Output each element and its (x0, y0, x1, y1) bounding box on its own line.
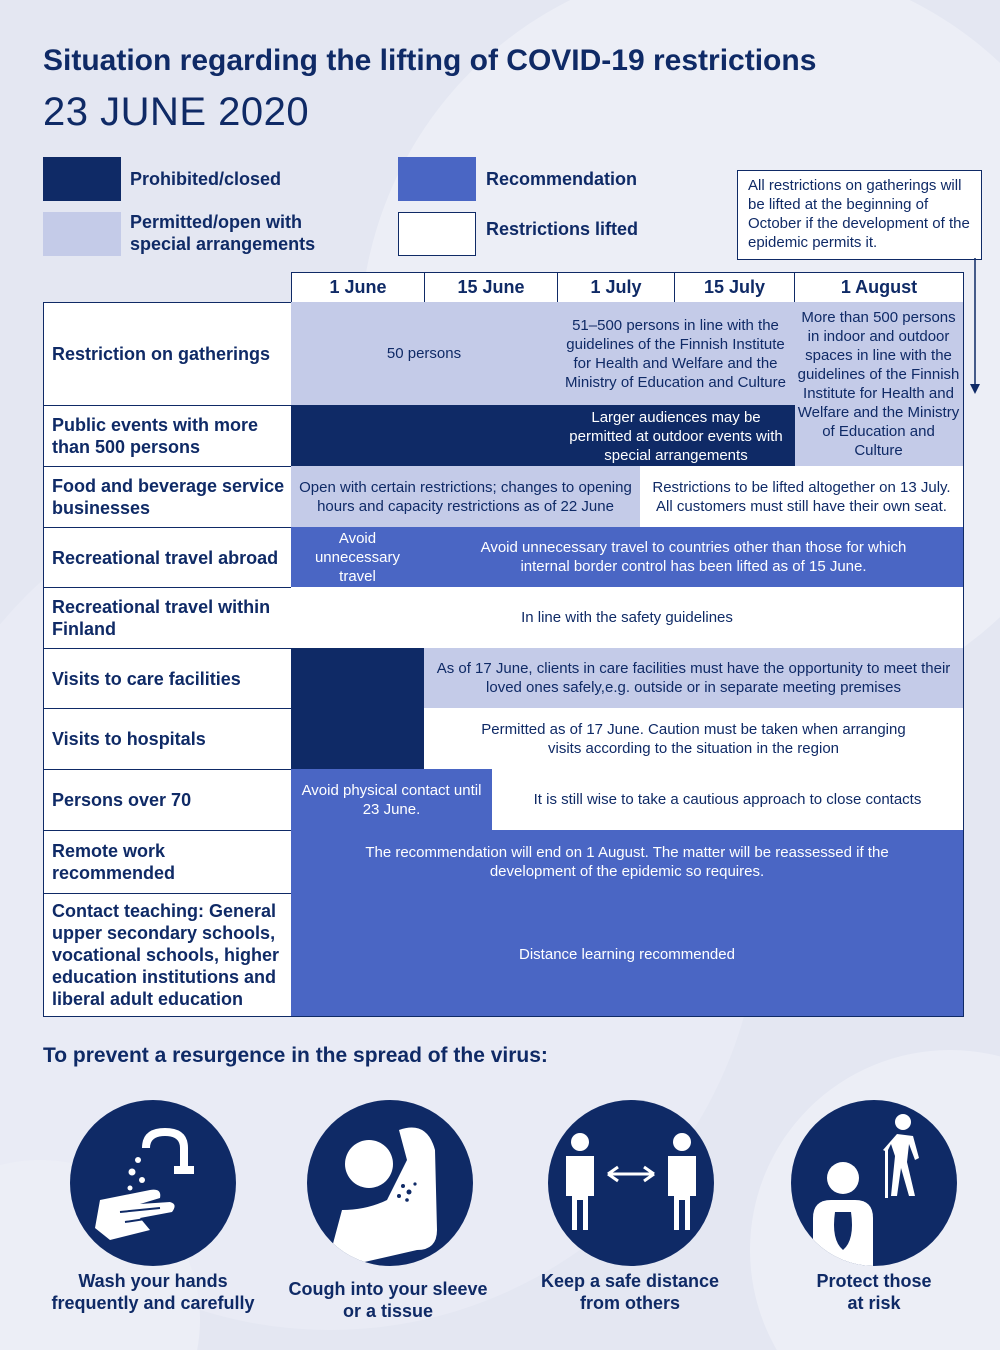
column-header-1-june: 1 June (291, 272, 425, 303)
legend-label-lifted: Restrictions lifted (486, 219, 639, 239)
row-label-travel-finland: Recreational travel within Finland (43, 587, 292, 649)
care-hospitals-cell-prohibited (291, 648, 425, 770)
row-label-travel-abroad: Recreational travel abroad (43, 527, 292, 588)
safe-distance-icon (548, 1100, 714, 1266)
page-date: 23 JUNE 2020 (43, 90, 310, 134)
prevention-label-cough-line1: Cough into your sleeve (288, 1279, 488, 1299)
note-connector-line (965, 258, 985, 398)
prevention-label-cough (268, 1278, 508, 1322)
cough-into-sleeve-icon (307, 1100, 473, 1266)
row-label-gatherings: Restriction on gatherings (43, 302, 292, 406)
public-events-cell-prohibited (291, 405, 558, 467)
prevention-title: To prevent a resurgence in the spread of the virus: (43, 1044, 548, 1067)
over70-cell-cautious: It is still wise to take a cautious approach to close contacts (492, 769, 964, 831)
row-label-over70: Persons over 70 (43, 769, 292, 831)
column-header-15-june: 15 June (424, 272, 558, 303)
column-header-1-july: 1 July (557, 272, 675, 303)
prevention-label-distance-line1: Keep a safe distance (540, 1271, 720, 1291)
hand-washing-icon (70, 1100, 236, 1266)
gatherings-note: All restrictions on gatherings will be lifted at the beginning of October if the development of the epidemic permits it. (737, 170, 982, 260)
legend-swatch-recommendation (398, 157, 476, 201)
gatherings-cell-51-500: 51–500 persons in line with the guidelines of the Finnish Institute for Health and Welfare and the Ministry of Education and Culture (557, 302, 795, 406)
prevention-label-wash-line2: frequently and carefully (51, 1293, 255, 1313)
care-cell-meetings: As of 17 June, clients in care facilities must have the opportunity to meet their loved ones safely,e.g. outside or in separate meeting premises (424, 648, 964, 709)
teaching-cell: Distance learning recommended (291, 893, 964, 1017)
travel-abroad-cell-countries: Avoid unnecessary travel to countries other than those for which internal border control has been lifted as of 15 June. (424, 527, 964, 588)
column-header-1-august: 1 August (794, 272, 964, 303)
row-label-teaching: Contact teaching: General upper secondary schools, vocational schools, higher education institutions and liberal adult education (43, 893, 292, 1017)
prevention-label-distance (510, 1270, 750, 1314)
food-cell-restrictions: Open with certain restrictions; changes to opening hours and capacity restrictions as of 22 June (291, 466, 641, 528)
prevention-label-wash-line1: Wash your hands (78, 1271, 228, 1291)
legend-label-permitted-line1: Permitted/open with (130, 212, 303, 232)
prevention-label-protect-line1: Protect those (816, 1271, 932, 1291)
legend-swatch-prohibited (43, 157, 121, 201)
prevention-label-distance-line2: from others (579, 1293, 680, 1313)
legend-label-prohibited: Prohibited/closed (130, 169, 282, 189)
gatherings-cell-500-plus: More than 500 persons in indoor and outdoor spaces in line with the guidelines of the Finnish Institute for Health and Welfare and the Ministry of Education and Culture (794, 302, 964, 467)
travel-abroad-cell-avoid: Avoid unnecessary travel (291, 527, 425, 588)
protect-at-risk-icon (791, 1100, 957, 1266)
row-label-care: Visits to care facilities (43, 648, 292, 709)
legend-label-recommendation: Recommendation (486, 169, 638, 189)
prevention-label-protect (754, 1270, 994, 1314)
public-events-cell-outdoor: Larger audiences may be permitted at outdoor events with special arrangements (557, 405, 795, 467)
column-header-15-july: 15 July (674, 272, 795, 303)
legend-label-permitted (130, 211, 315, 255)
row-label-hospitals: Visits to hospitals (43, 708, 292, 770)
travel-finland-cell: In line with the safety guidelines (291, 587, 964, 649)
row-label-public-events: Public events with more than 500 persons (43, 405, 292, 467)
hospitals-cell-permitted: Permitted as of 17 June. Caution must be taken when arranging visits according to the situation in the region (424, 708, 964, 770)
prevention-label-protect-line2: at risk (847, 1293, 901, 1313)
legend-label-permitted-line2: special arrangements (130, 234, 316, 254)
over70-cell-avoid-contact: Avoid physical contact until 23 June. (291, 769, 493, 831)
food-cell-lifted: Restrictions to be lifted altogether on 13 July. All customers must still have their own seat. (640, 466, 964, 528)
prevention-label-wash (33, 1270, 273, 1314)
gatherings-cell-50: 50 persons (291, 302, 558, 406)
legend-swatch-permitted (43, 212, 121, 256)
prevention-label-cough-line2: or a tissue (342, 1301, 434, 1321)
row-label-food: Food and beverage service businesses (43, 466, 292, 528)
restrictions-table (43, 272, 964, 1017)
row-label-remote: Remote work recommended (43, 830, 292, 894)
legend-swatch-lifted (398, 212, 476, 256)
page-title: Situation regarding the lifting of COVID-19 restrictions (43, 44, 817, 77)
remote-cell: The recommendation will end on 1 August. The matter will be reassessed if the development of the epidemic so requires. (291, 830, 964, 894)
